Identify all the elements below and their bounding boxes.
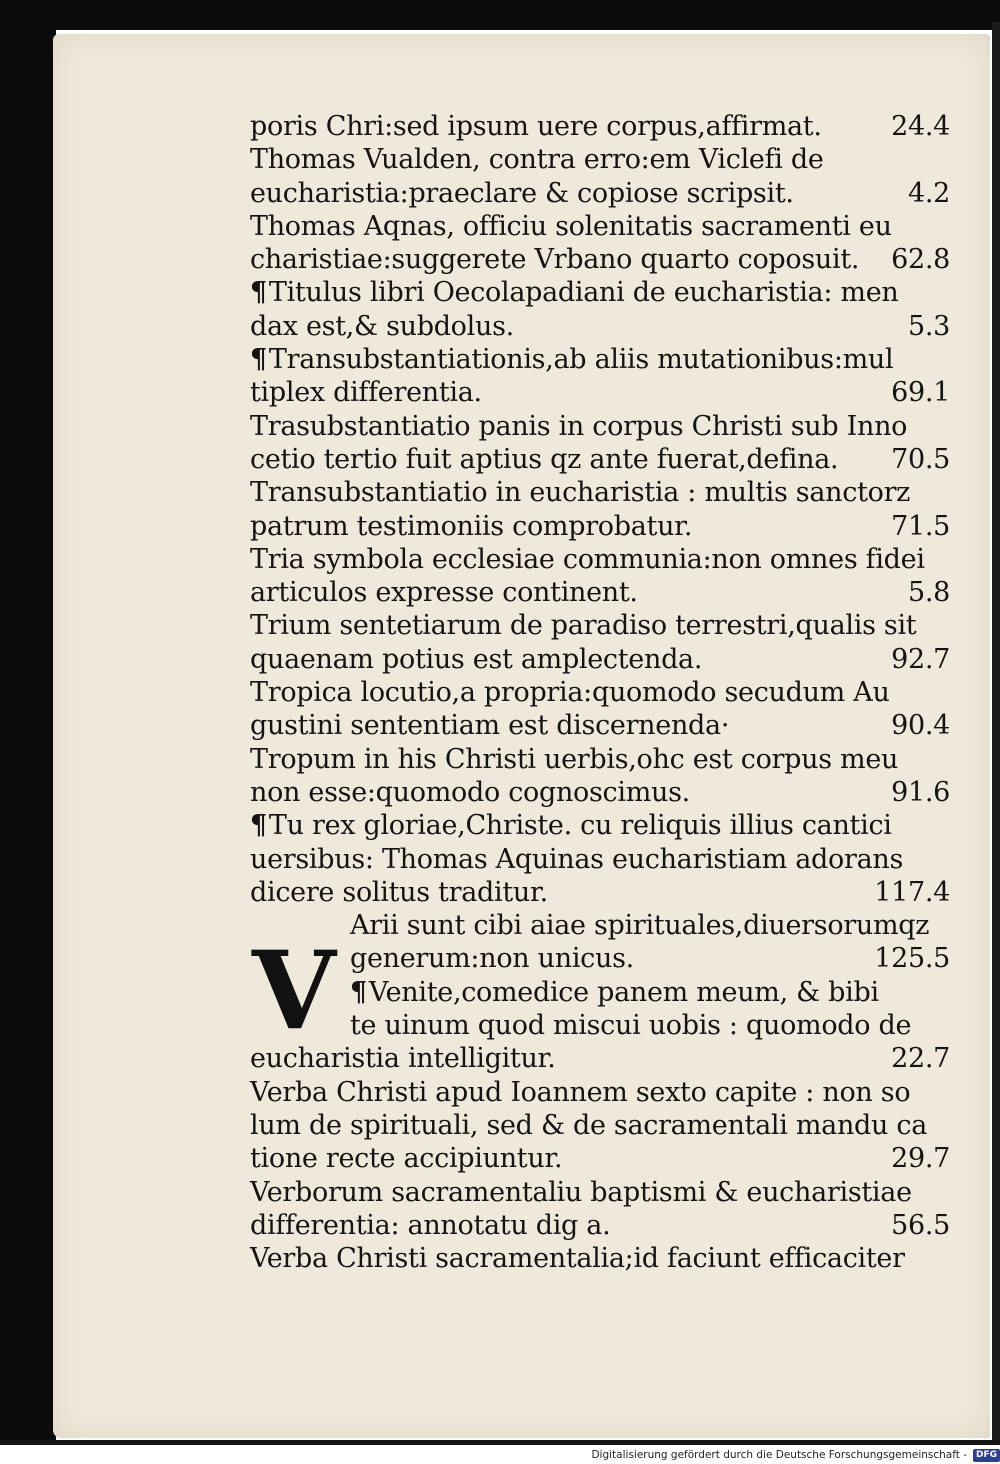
index-line [250, 809, 950, 842]
page-reference: 29.7 [891, 1143, 950, 1175]
index-entry-text: Tu rex gloriae,Christe. cu reliquis illius cantici [268, 810, 892, 842]
section-v-block [250, 909, 950, 1055]
index-line-text-group [250, 276, 899, 309]
index-line-text-group [250, 743, 898, 776]
index-entry-text: Tria symbola ecclesiae communia:non omnes fidei [250, 543, 925, 575]
index-entry-text: poris Chri:sed ipsum uere corpus,affirmat. [250, 111, 822, 142]
index-entry-text: charistiae:suggerete Vrbano quarto coposuit. [250, 244, 860, 276]
index-line-text-group [250, 376, 482, 409]
index-entry-text: Thomas Vualden, contra erro:em Viclefi de [250, 144, 824, 176]
page-reference: 125.5 [874, 943, 950, 975]
index-entry-text: differentia: annotatu dig a. [250, 1209, 611, 1241]
footer-credit: Digitalisierung gefördert durch die Deutsche Forschungsgemeinschaft - [591, 1449, 967, 1461]
index-line [250, 510, 950, 543]
index-line-text-group [250, 110, 822, 143]
index-entry-text: Transubstantiationis,ab aliis mutationibus:mul [268, 344, 894, 376]
index-line [250, 177, 950, 210]
index-entry-text: tiplex differentia. [250, 377, 482, 409]
index-text [250, 110, 950, 1275]
index-entry-text: generum:non unicus. [350, 943, 634, 975]
page-reference: 71.5 [891, 510, 950, 542]
index-line-text-group [250, 709, 729, 742]
dfg-logo: DFG [973, 1449, 1000, 1462]
index-line-text-group [250, 676, 890, 709]
index-entry-text: Trium sentetiarum de paradiso terrestri,qualis sit [250, 610, 917, 642]
index-line-text-group [250, 443, 838, 476]
index-entries-v-initial [250, 909, 950, 1055]
index-entry-text: eucharistia:praeclare & copiose scripsit. [250, 177, 794, 209]
index-line-text-group [250, 1109, 927, 1142]
index-entry-text: eucharistia intelligitur. [250, 1043, 556, 1075]
index-line [250, 543, 950, 576]
index-entry-text: Tropum in his Christi uerbis,ohc est corpus meu [250, 743, 899, 775]
index-line [250, 343, 950, 376]
index-entry-text: te uinum quod miscui uobis : quomodo de [350, 1010, 912, 1042]
index-line-text-group [350, 1009, 911, 1042]
index-line-text-group [250, 343, 893, 376]
scan-frame-top [0, 0, 1000, 30]
index-line [250, 776, 950, 809]
index-line [250, 576, 950, 609]
index-entry-text: uersibus: Thomas Aquinas eucharistiam adorans [250, 843, 904, 875]
index-line [250, 909, 950, 942]
scan-frame-left [0, 0, 56, 1445]
index-line [250, 210, 950, 243]
index-entry-text: quaenam potius est amplectenda. [250, 643, 703, 675]
index-entry-text: Tropica locutio,a propria:quomodo secudum Au [250, 677, 890, 709]
index-line [250, 1109, 950, 1142]
index-line-text-group [250, 1176, 912, 1209]
index-entry-text: lum de spirituali, sed & de sacramentali mandu ca [250, 1109, 928, 1141]
scan-frame-right [992, 22, 1000, 1442]
index-line-text-group [350, 976, 879, 1009]
index-line-text-group [250, 177, 794, 210]
index-entry-text: Verba Christi apud Ioannem sexto capite : non so [250, 1076, 911, 1108]
page-reference: 5.8 [907, 577, 950, 609]
index-line-text-group [250, 776, 690, 809]
index-line-text-group [250, 1042, 555, 1075]
index-entry-text: articulos expresse continent. [250, 577, 638, 609]
page-reference: 4.2 [907, 177, 950, 209]
index-line [250, 609, 950, 642]
page-reference: 62.8 [891, 244, 950, 276]
index-line [250, 743, 950, 776]
paragraph-mark: ¶ [250, 277, 267, 309]
index-line [250, 243, 950, 276]
index-entry-text: Verborum sacramentaliu baptismi & eucharistiae [250, 1176, 912, 1208]
index-line [250, 1209, 950, 1242]
index-line [250, 843, 950, 876]
index-entry-text: Arii sunt cibi aiae spirituales,diuersorumqz [350, 910, 930, 942]
index-line-text-group [250, 510, 692, 543]
index-entry-text: gustini sententiam est discernenda· [250, 710, 730, 742]
index-entry-text: Titulus libri Oecolapadiani de eucharistia: men [268, 277, 899, 309]
index-line-text-group [250, 1242, 905, 1275]
index-line [250, 110, 950, 143]
page-reference: 90.4 [891, 710, 950, 742]
page-reference: 22.7 [891, 1043, 950, 1075]
index-line-text-group [250, 1142, 562, 1175]
index-line [250, 876, 950, 909]
index-line-text-group [250, 143, 824, 176]
index-line-text-group [250, 843, 903, 876]
index-entry-text: patrum testimoniis comprobatur. [250, 510, 693, 542]
index-line [250, 942, 950, 975]
index-line [250, 1009, 950, 1042]
index-line-text-group [250, 1209, 610, 1242]
index-line [250, 709, 950, 742]
page-reference: 92.7 [891, 643, 950, 675]
index-line [250, 310, 950, 343]
index-line-text-group [250, 576, 638, 609]
index-entry-text: Thomas Aqnas, officiu solenitatis sacramenti eu [250, 210, 892, 242]
scan-frame-bottom [0, 1440, 1000, 1445]
index-line [250, 976, 950, 1009]
index-line [250, 376, 950, 409]
index-line-text-group [250, 410, 907, 443]
index-entry-text: Transubstantiatio in eucharistia : multis sanctorz [250, 477, 911, 509]
page-reference: 24.4 [891, 111, 950, 142]
index-line [250, 476, 950, 509]
index-line [250, 143, 950, 176]
index-entry-text: dicere solitus traditur. [250, 876, 548, 908]
page-reference: 56.5 [891, 1209, 950, 1241]
index-entry-text: Venite,comedice panem meum, & bibi [368, 976, 879, 1008]
index-line-text-group [250, 876, 548, 909]
index-line-text-group [350, 909, 929, 942]
index-line [250, 443, 950, 476]
index-line-text-group [250, 476, 910, 509]
index-line-text-group [250, 1076, 910, 1109]
paragraph-mark: ¶ [250, 344, 267, 376]
index-line [250, 1076, 950, 1109]
paragraph-mark: ¶ [250, 810, 267, 842]
index-line [250, 1042, 950, 1075]
page-reference: 69.1 [891, 377, 950, 409]
index-entry-text: Trasubstantiatio panis in corpus Christi sub Inno [250, 410, 908, 442]
index-entries-v [250, 1042, 950, 1275]
page-reference: 117.4 [874, 876, 950, 908]
index-entry-text: tione recte accipiuntur. [250, 1143, 563, 1175]
index-line-text-group [250, 543, 925, 576]
index-line [250, 643, 950, 676]
index-entry-text: cetio tertio fuit aptius qz ante fuerat,defina. [250, 443, 839, 475]
index-line-text-group [350, 942, 634, 975]
index-entry-text: dax est,& subdolus. [250, 310, 514, 342]
index-line [250, 1242, 950, 1275]
drop-cap-initial: V [252, 928, 336, 1055]
index-line-text-group [250, 809, 892, 842]
index-line-text-group [250, 310, 514, 343]
index-entries-t [250, 110, 950, 909]
index-line [250, 676, 950, 709]
page-reference: 5.3 [907, 310, 950, 342]
paragraph-mark: ¶ [350, 976, 367, 1008]
index-line [250, 1176, 950, 1209]
index-entry-text: Verba Christi sacramentalia;id faciunt efficaciter [250, 1243, 905, 1275]
index-line-text-group [250, 210, 892, 243]
index-line [250, 276, 950, 309]
page-reference: 91.6 [891, 776, 950, 808]
index-line [250, 1142, 950, 1175]
page-reference: 70.5 [891, 443, 950, 475]
digitization-footer [560, 1446, 1000, 1464]
index-line-text-group [250, 243, 859, 276]
index-entry-text: non esse:quomodo cognoscimus. [250, 776, 690, 808]
index-line-text-group [250, 643, 702, 676]
index-line-text-group [250, 609, 916, 642]
index-line [250, 410, 950, 443]
